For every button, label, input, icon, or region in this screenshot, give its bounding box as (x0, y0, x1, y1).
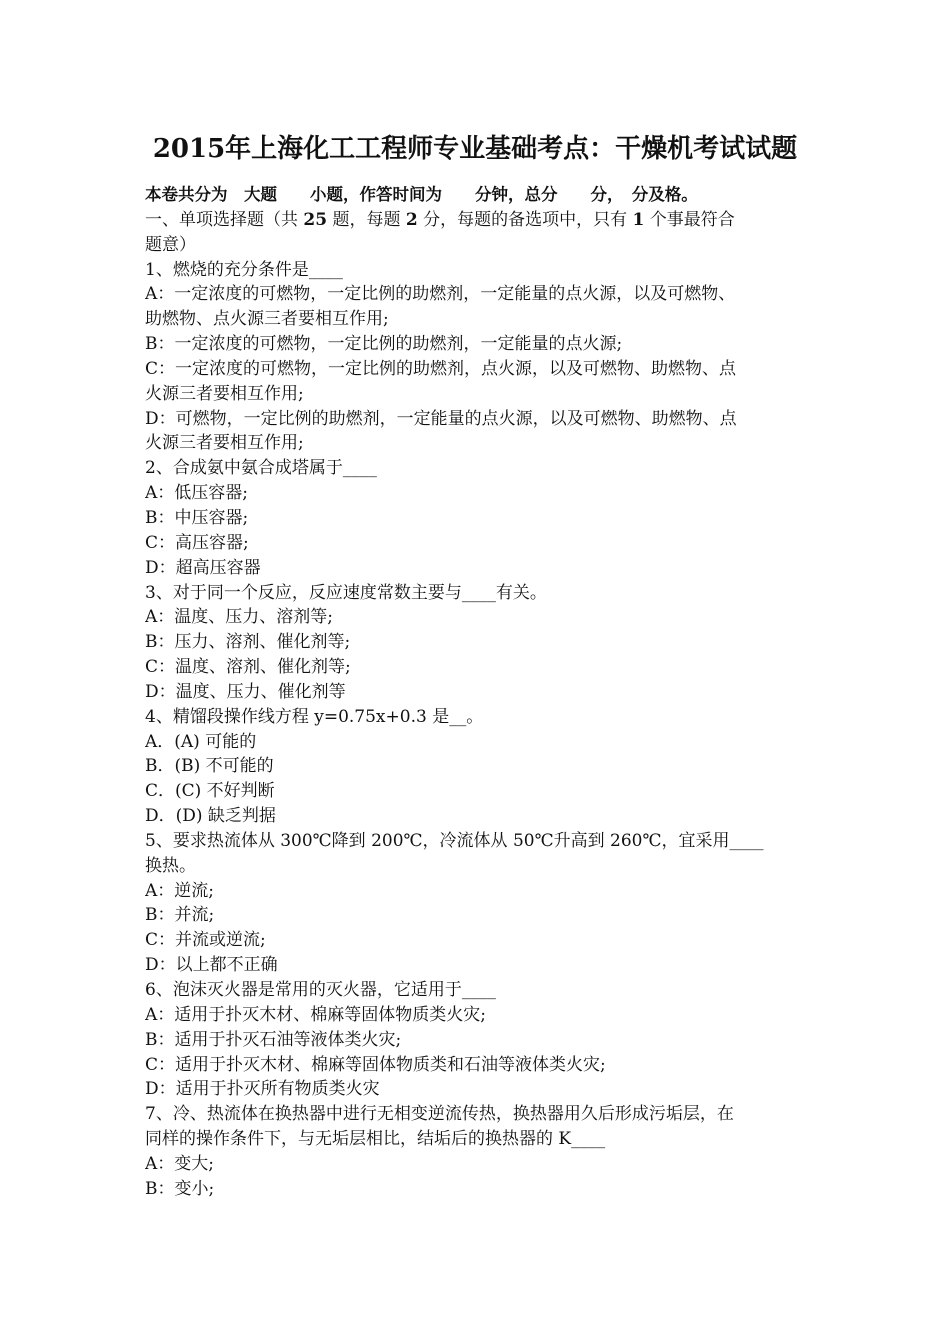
option-line: C：一定浓度的可燃物，一定比例的助燃剂，点火源，以及可燃物、助燃物、点 (145, 358, 737, 379)
question-line: 7、冷、热流体在换热器中进行无相变逆流传热，换热器用久后形成污垢层，在 (145, 1104, 734, 1125)
section-heading-text: 个事最符合 (644, 209, 735, 230)
option-line: A：逆流; (145, 880, 215, 901)
option-line: D：适用于扑灭所有物质类火灾 (145, 1079, 380, 1100)
option-line: A：温度、压力、溶剂等; (145, 607, 334, 628)
option-line: A：适用于扑灭木材、棉麻等固体物质类火灾; (145, 1004, 487, 1025)
option-line: D：温度、压力、催化剂等 (145, 681, 346, 702)
section-heading-text: 一、单项选择题（共 (145, 209, 304, 230)
question-line: 3、对于同一个反应，反应速度常数主要与____有关。 (145, 582, 547, 603)
exam-intro: 本卷共分为 大题 小题，作答时间为 分钟，总分 分， 分及格。 (145, 185, 698, 204)
option-line: B：变小; (145, 1178, 215, 1199)
option-line: D．(D) 缺乏判据 (145, 806, 276, 827)
question-line: 1、燃烧的充分条件是____ (145, 259, 343, 280)
option-line: B：并流; (145, 905, 215, 926)
option-line: B：一定浓度的可燃物，一定比例的助燃剂，一定能量的点火源; (145, 334, 623, 355)
question-count: 25 (303, 209, 328, 230)
points-per-question: 2 (405, 209, 418, 230)
option-line: B：中压容器; (145, 507, 249, 528)
question-line-continued: 同样的操作条件下，与无垢层相比，结垢后的换热器的 K____ (145, 1129, 606, 1150)
section-heading-text: 题，每题 (327, 209, 406, 230)
option-line: 助燃物、点火源三者要相互作用; (145, 309, 389, 330)
question-line: 6、泡沫灭火器是常用的灭火器，它适用于____ (145, 980, 496, 1000)
option-line: D：以上都不正确 (145, 955, 278, 976)
question-line: 2、合成氨中氨合成塔属于____ (145, 458, 377, 479)
option-line: B：压力、溶剂、催化剂等; (145, 632, 351, 653)
option-line: A：一定浓度的可燃物，一定比例的助燃剂，一定能量的点火源，以及可燃物、 (145, 284, 736, 305)
option-line: D：可燃物，一定比例的助燃剂，一定能量的点火源，以及可燃物、助燃物、点 (145, 408, 737, 429)
question-line-continued: 换热。 (145, 855, 196, 876)
option-line: B．(B) 不可能的 (145, 756, 274, 777)
document-title: 2015年上海化工工程师专业基础考点：干燥机考试试题 (152, 134, 798, 164)
option-line: A：低压容器; (145, 483, 249, 504)
option-line: 火源三者要相互作用; (145, 383, 304, 404)
option-line: C：适用于扑灭木材、棉麻等固体物质类和石油等液体类火灾; (145, 1054, 606, 1075)
option-line: C：温度、溶剂、催化剂等; (145, 657, 351, 678)
option-line: C．(C) 不好判断 (145, 781, 275, 802)
section-heading-continued: 题意） (145, 234, 196, 255)
option-line: D：超高压容器 (145, 557, 261, 578)
question-line: 4、精馏段操作线方程 y=0.75x+0.3 是__。 (145, 706, 484, 727)
option-line: C：高压容器; (145, 532, 249, 553)
option-line: 火源三者要相互作用; (145, 433, 304, 454)
option-line: C：并流或逆流; (145, 930, 266, 951)
option-line: B：适用于扑灭石油等液体类火灾; (145, 1029, 402, 1050)
section-heading (145, 208, 807, 233)
question-line: 5、要求热流体从 300℃降到 200℃，冷流体从 50℃升高到 260℃，宜采用____ (145, 830, 764, 851)
option-line: A．(A) 可能的 (145, 731, 257, 752)
option-line: A：变大; (145, 1153, 215, 1174)
answer-count: 1 (632, 209, 645, 230)
section-heading-text: 分，每题的备选项中，只有 (417, 209, 633, 230)
document-body (145, 183, 807, 1202)
